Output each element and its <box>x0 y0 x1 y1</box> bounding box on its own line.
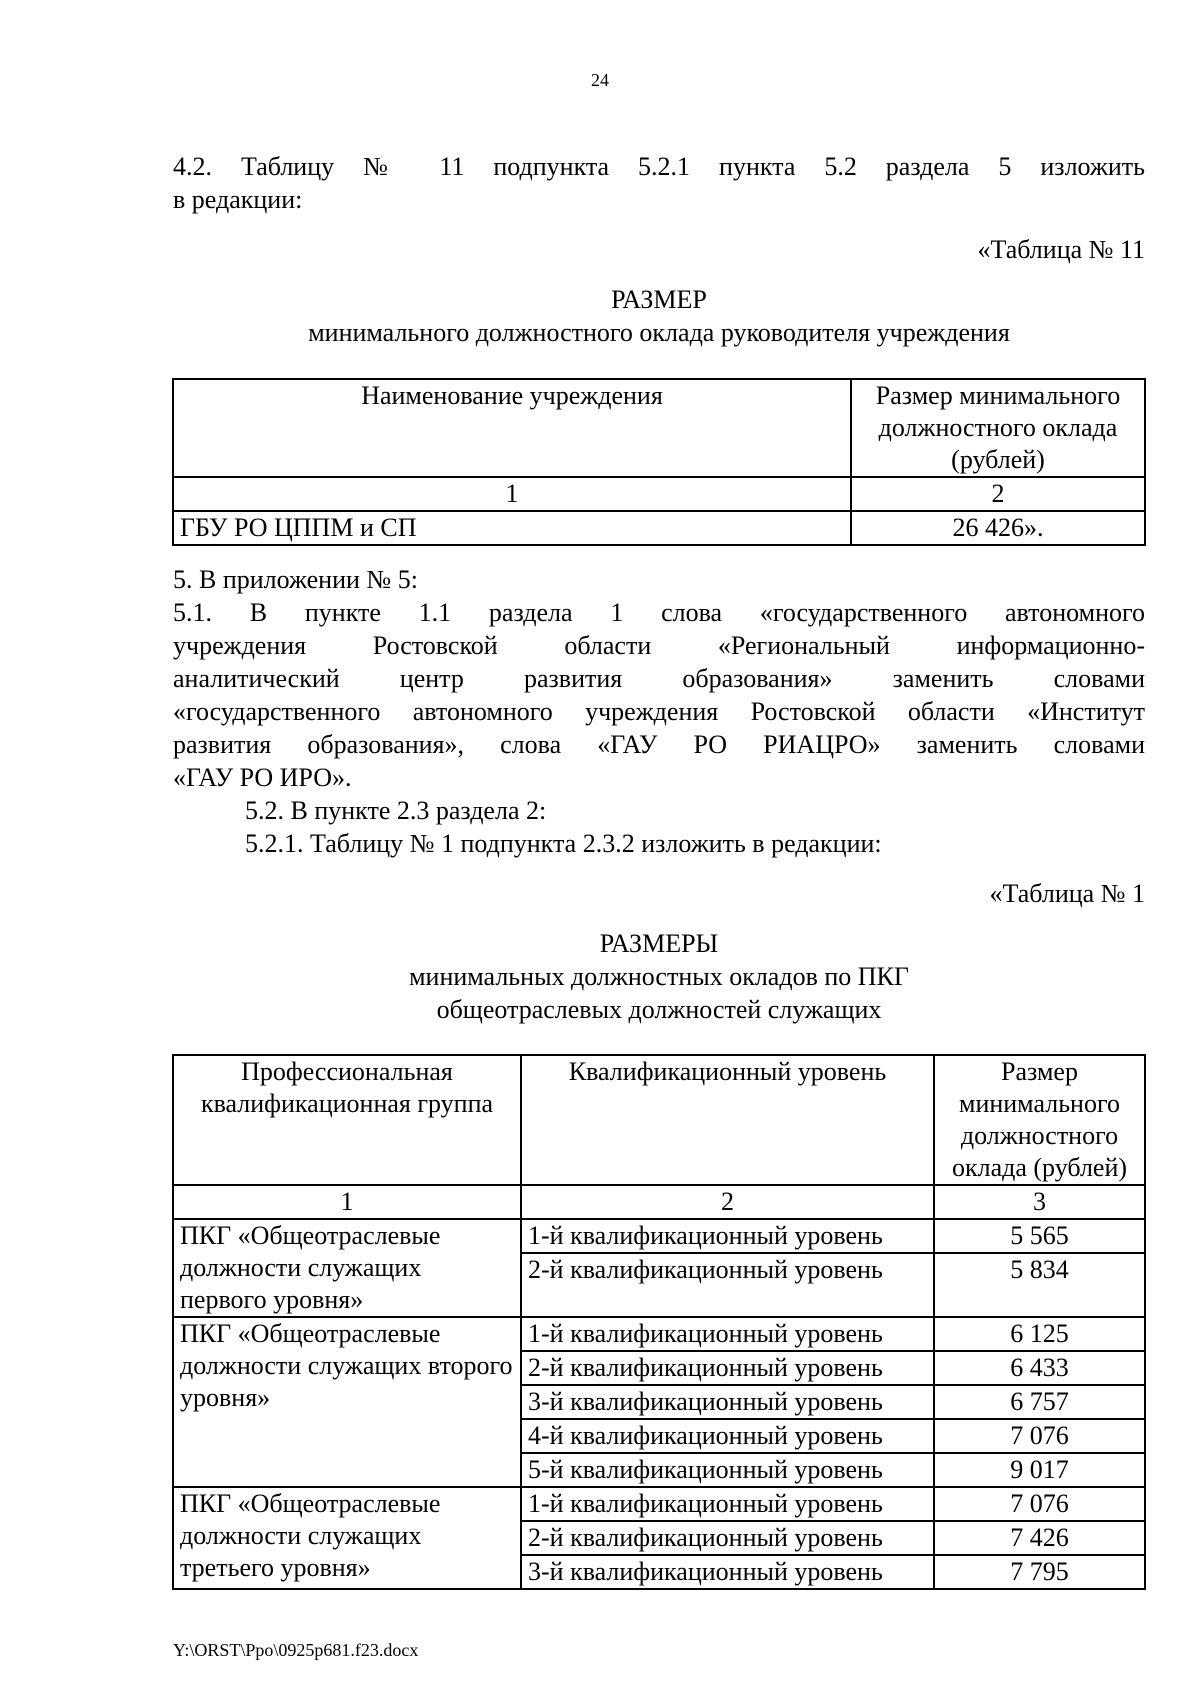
level-cell: 5-й квалификационный уровень <box>521 1453 934 1487</box>
item-5-1-line: аналитический центр развития образования» заменить словами <box>173 664 1145 693</box>
item-4-2-line1: 4.2. Таблицу № 11 подпункта 5.2.1 пункта 5.2 раздела 5 изложить <box>173 152 1145 181</box>
table11-title: РАЗМЕР <box>611 285 707 314</box>
table-row <box>173 1317 1145 1351</box>
table-row <box>173 1219 1145 1253</box>
item-5-2-1: 5.2.1. Таблицу № 1 подпункта 2.3.2 изложить в редакции: <box>245 829 882 858</box>
level-cell: 1-й квалификационный уровень <box>521 1317 934 1351</box>
level-cell: 1-й квалификационный уровень <box>521 1487 934 1521</box>
table1-title: РАЗМЕРЫ <box>599 929 719 958</box>
table-1 <box>172 1054 1146 1590</box>
level-cell: 2-й квалификационный уровень <box>521 1253 934 1317</box>
value-cell: 7 076 <box>934 1419 1145 1453</box>
item-5-2: 5.2. В пункте 2.3 раздела 2: <box>245 796 547 825</box>
table1-header-group: Профессиональная квалификационная группа <box>173 1055 521 1185</box>
value-cell: 5 565 <box>934 1219 1145 1253</box>
table-row <box>173 477 1145 511</box>
table11-header-value: Размер минимального должностного оклада (рублей) <box>851 379 1145 477</box>
table11-header-name: Наименование учреждения <box>173 379 851 477</box>
group-3-name: ПКГ «Общеотраслевые должности служащих третьего уровня» <box>173 1487 521 1589</box>
page-number: 24 <box>591 70 609 90</box>
table11-row-value: 26 426». <box>851 511 1145 545</box>
value-cell: 5 834 <box>934 1253 1145 1317</box>
table1-num-2: 2 <box>521 1185 934 1219</box>
table-row <box>173 1185 1145 1219</box>
item-5-heading: 5. В приложении № 5: <box>173 565 418 594</box>
level-cell: 3-й квалификационный уровень <box>521 1385 934 1419</box>
table1-num-1: 1 <box>173 1185 521 1219</box>
value-cell: 6 125 <box>934 1317 1145 1351</box>
value-cell: 7 426 <box>934 1521 1145 1555</box>
table-row <box>173 511 1145 545</box>
level-cell: 4-й квалификационный уровень <box>521 1419 934 1453</box>
table-11 <box>172 378 1146 546</box>
group-1-name: ПКГ «Общеотраслевые должности служащих первого уровня» <box>173 1219 521 1317</box>
value-cell: 7 795 <box>934 1555 1145 1589</box>
table11-subtitle: минимального должностного оклада руководителя учреждения <box>308 318 1010 347</box>
table11-num-1: 1 <box>173 477 851 511</box>
value-cell: 9 017 <box>934 1453 1145 1487</box>
table-row <box>173 379 1145 477</box>
value-cell: 7 076 <box>934 1487 1145 1521</box>
table1-header-level: Квалификационный уровень <box>521 1055 934 1185</box>
table1-num-3: 3 <box>934 1185 1145 1219</box>
table1-subtitle-2: общеотраслевых должностей служащих <box>436 995 882 1024</box>
level-cell: 2-й квалификационный уровень <box>521 1351 934 1385</box>
level-cell: 3-й квалификационный уровень <box>521 1555 934 1589</box>
table11-label: «Таблица № 11 <box>977 235 1145 264</box>
file-path-footer: Y:\ORST\Ppo\0925p681.f23.docx <box>173 1640 419 1660</box>
item-5-1-line: «государственного автономного учреждения Ростовской области «Институт <box>173 697 1145 726</box>
table-row <box>173 1055 1145 1185</box>
level-cell: 1-й квалификационный уровень <box>521 1219 934 1253</box>
table11-row-name: ГБУ РО ЦППМ и СП <box>173 511 851 545</box>
item-5-1-line: развития образования», слова «ГАУ РО РИАЦРО» заменить словами <box>173 730 1145 759</box>
table1-header-value: Размер минимального должностного оклада (рублей) <box>934 1055 1145 1185</box>
value-cell: 6 433 <box>934 1351 1145 1385</box>
item-4-2-line2: в редакции: <box>173 185 303 214</box>
level-cell: 2-й квалификационный уровень <box>521 1521 934 1555</box>
table1-label: «Таблица № 1 <box>989 879 1145 908</box>
table-row <box>173 1487 1145 1521</box>
group-2-name: ПКГ «Общеотраслевые должности служащих второго уровня» <box>173 1317 521 1487</box>
item-5-1-line: учреждения Ростовской области «Региональный информационно- <box>173 631 1145 660</box>
item-5-1-line: «ГАУ РО ИРО». <box>173 763 352 792</box>
value-cell: 6 757 <box>934 1385 1145 1419</box>
item-5-1-line: 5.1. В пункте 1.1 раздела 1 слова «государственного автономного <box>173 598 1145 627</box>
table11-num-2: 2 <box>851 477 1145 511</box>
table1-subtitle-1: минимальных должностных окладов по ПКГ <box>409 962 909 991</box>
